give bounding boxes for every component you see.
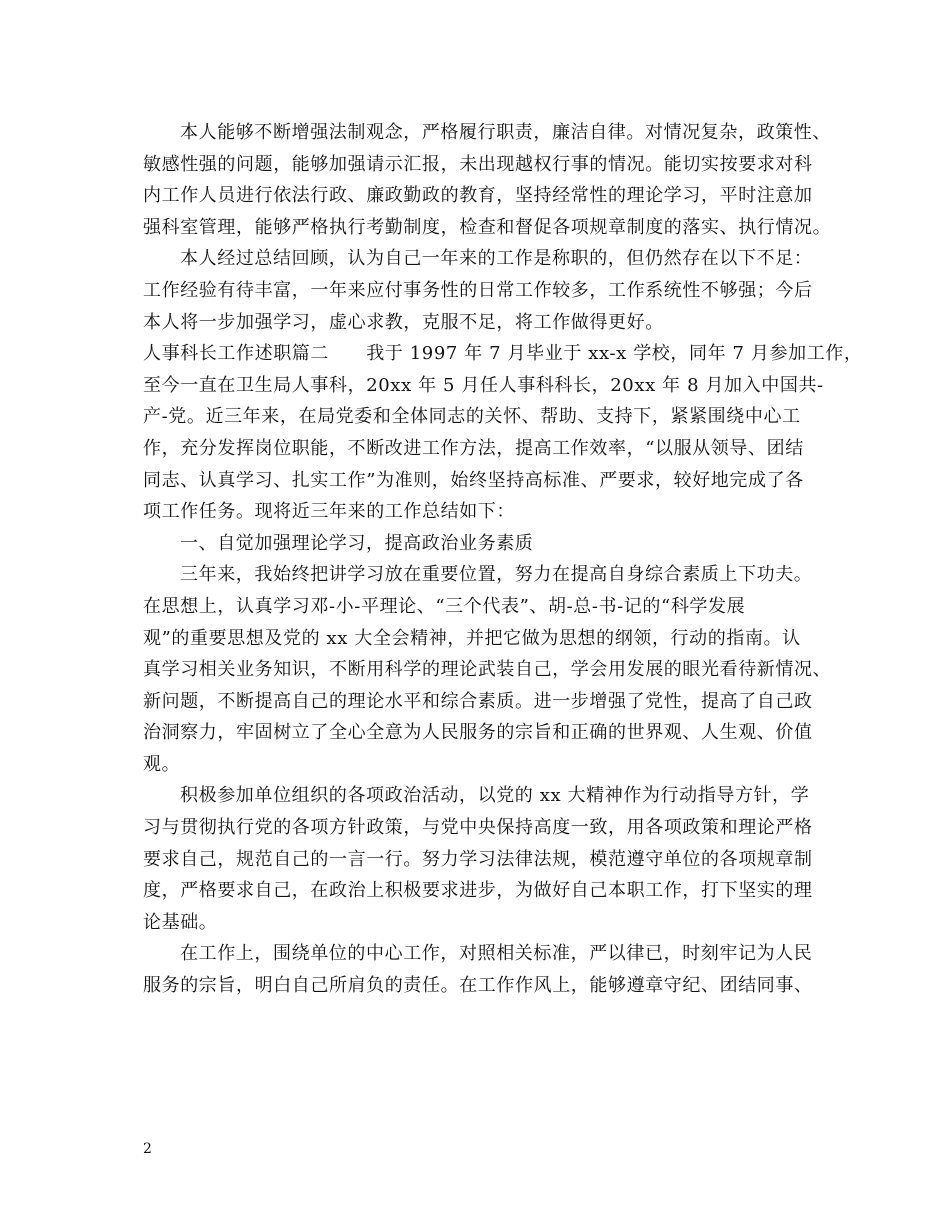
- text-line: 项工作任务。现将近三年来的工作总结如下：: [143, 501, 515, 523]
- text-line: 度，严格要求自己，在政治上积极要求进步，为做好自己本职工作，打下坚实的理: [143, 880, 813, 902]
- text-line: 观。: [143, 753, 181, 775]
- text-line: 本人经过总结回顾，认为自己一年来的工作是称职的，但仍然存在以下不足：: [180, 248, 813, 270]
- text-line: 至今一直在卫生局人事科，20xx 年 5 月任人事科科长，20xx 年 8 月加入中国共-: [143, 374, 824, 396]
- text-line: 本人能够不断增强法制观念，严格履行职责，廉洁自律。对情况复杂，政策性、: [180, 122, 831, 143]
- text-line: 三年来，我始终把讲学习放在重要位置，努力在提高自身综合素质上下功夫。: [180, 564, 813, 586]
- text-line: 作，充分发挥岗位职能，不断改进工作方法，提高工作效率，“以服从领导、团结: [143, 437, 804, 459]
- text-line: 同志、认真学习、扎实工作”为准则，始终坚持高标准、严要求，较好地完成了各: [143, 469, 804, 491]
- text-line: 产-党。近三年来，在局党委和全体同志的关怀、帮助、支持下，紧紧围绕中心工: [143, 406, 801, 428]
- text-line: 服务的宗旨，明白自己所肩负的责任。在工作作风上，能够遵章守纪、团结同事、: [143, 975, 813, 997]
- text-line: 论基础。: [143, 911, 218, 933]
- document-body: [143, 117, 863, 1002]
- text-line: 观”的重要思想及党的 xx 大全会精神，并把它做为思想的纲领，行动的指南。认: [143, 627, 801, 649]
- text-line: 真学习相关业务知识，不断用科学的理论武装自己，学会用发展的眼光看待新情况、: [143, 659, 832, 681]
- text-line: 治洞察力，牢固树立了全心全意为人民服务的宗旨和正确的世界观、人生观、价值: [143, 722, 813, 744]
- text-line: 在思想上，认真学习邓-小-平理论、“三个代表”、胡-总-书-记的“科学发展: [143, 595, 746, 617]
- text-line: 强科室管理，能够严格执行考勤制度，检查和督促各项规章制度的落实、执行情况。: [143, 216, 832, 238]
- text-line: 要求自己，规范自己的一言一行。努力学习法律法规，模范遵守单位的各项规章制: [143, 848, 813, 870]
- text-line: 敏感性强的问题，能够加强请示汇报，未出现越权行事的情况。能切实按要求对科: [143, 153, 813, 175]
- text-line: 在工作上，围绕单位的中心工作，对照相关标准，严以律已，时刻牢记为人民: [180, 943, 813, 965]
- text-line: 一、自觉加强理论学习，提高政治业务素质: [180, 532, 534, 554]
- text-line: 新问题，不断提高自己的理论水平和综合素质。进一步增强了党性，提高了自己政: [143, 690, 813, 712]
- text-line: 人事科长工作述职篇二 我于 1997 年 7 月毕业于 xx-x 学校，同年 7 月参加工作，: [143, 343, 863, 365]
- text-line: 内工作人员进行依法行政、廉政勤政的教育，坚持经常性的理论学习，平时注意加: [143, 185, 813, 207]
- text-line: 本人将一步加强学习，虚心求教，克服不足，将工作做得更好。: [143, 311, 664, 333]
- text-line: 工作经验有待丰富，一年来应付事务性的日常工作较多，工作系统性不够强；今后: [143, 279, 813, 301]
- text-line: 习与贯彻执行党的各项方针政策，与党中央保持高度一致，用各项政策和理论严格: [143, 817, 813, 839]
- text-line: 积极参加单位组织的各项政治活动，以党的 xx 大精神作为行动指导方针，学: [180, 785, 810, 807]
- page-number: 2: [143, 1141, 152, 1157]
